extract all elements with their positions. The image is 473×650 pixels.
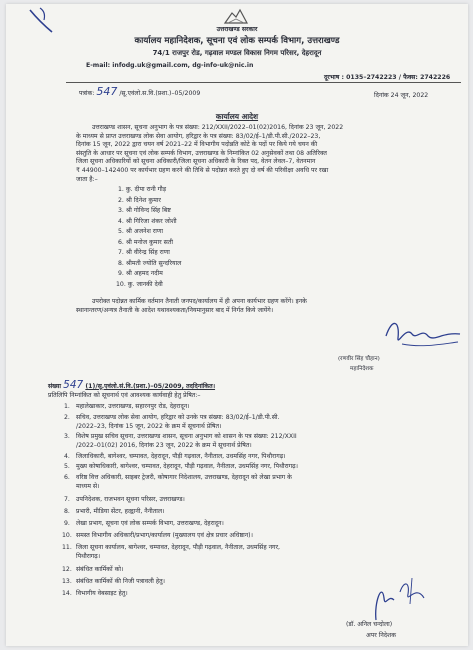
promoted-name-8: 8. श्रीमती ज्योति सुन्दरियाल — [118, 259, 182, 267]
dg-signatory-name: (रणवीर सिंह चौहान) — [338, 356, 380, 362]
copy-item-text: माध्यम से। — [76, 482, 100, 490]
copy-item-text: संबंधित कार्मिकों की निजी पत्रावली हेतु। — [76, 578, 166, 585]
order-para-line-2: के माध्यम से प्राप्त उत्तराखण्ड लोक सेवा आयोग, हरिद्वार के पत्र संख्या: 83/02/ई–1/डी.पी.सी./2022–23, — [76, 132, 321, 140]
copy-item-text: प्रभारी, मीडिया सेंटर, हल्द्वानी, नैनीताल। — [76, 508, 165, 515]
dg-signature-icon — [382, 314, 464, 358]
promoted-name-6: 6. श्री मनोज कुमार सती — [118, 238, 173, 246]
copy-item-num: 3. — [64, 433, 70, 440]
order-para-line-6: ₹ 44900–142400 पर कार्यभार ग्रहण करने की तिथि से पदोन्नत करते हुए दो वर्ष की परिवीक्षा अवधि पर रखा — [76, 167, 329, 174]
copy-item-text: वरिष्ठ वित्त अधिकारी, साइबर ट्रेजरी, कोषागार निदेशालय, उत्तराखण्ड, देहरादून को लेखा प्रभाग के — [76, 473, 292, 481]
order-para-line-4: संस्तुति के आधार पर सूचना एवं लोक सम्पर्क विभाग, उत्तराखण्ड के निम्नांकित 02 अनुसेवकों तथा 08 अतिरिक्त — [76, 149, 327, 157]
copy-item-num: 12. — [62, 566, 72, 573]
copy-item-text: विशेष प्रमुख सचिव सूचना, उत्तराखण्ड शासन, सूचना अनुभाग को शासन के पत्र संख्या: 212/XXII — [76, 433, 297, 440]
copy-item-text: मुख्य कोषाधिकारी, बागेश्वर, चम्पावत, देहरादून, पौड़ी गढ़वाल, नैनीताल, उधमसिंह नगर, पिथौरागढ़। — [76, 463, 298, 470]
promoted-name-5: 5. श्री अजनेश राणा — [118, 228, 163, 235]
header-divider — [66, 82, 461, 83]
sankhya-label: संख्या — [48, 383, 61, 390]
copy-item-text: उपनिदेशक, राजभवन सूचना परिसर, उत्तराखण्ड। — [76, 496, 185, 503]
document-page — [6, 4, 468, 646]
copy-item-text: /2022–23, दिनांक 15 जून, 2022 के क्रम में सूचनार्थ प्रेषित। — [76, 422, 222, 430]
sankhya-handwritten-number: 547 — [63, 379, 84, 391]
copy-item-text: महालेखाकार, उत्तराखण्ड, सहारनपुर रोड, देहरादून। — [76, 403, 190, 410]
patrank-rest: /सू.एवंलो.स.वि.(प्रशा.)–05/2009 — [119, 90, 201, 97]
reference-number — [79, 85, 201, 99]
copy-item-num: 1. — [64, 403, 70, 410]
promoted-name-1: 1. कु. दीपा रानी गौड़ — [118, 186, 167, 193]
copy-item-num: 6. — [64, 473, 70, 481]
copy-item-num: 11. — [62, 544, 72, 551]
copy-item-num: 2. — [64, 413, 70, 421]
patrank-handwritten-number: 547 — [96, 85, 118, 98]
copy-item-num: 10. — [62, 532, 72, 539]
promoted-name-3: 3. श्री गोविन्द सिंह बिष्ट — [118, 207, 171, 214]
copy-reference — [48, 381, 215, 392]
additional-director-title: अपर निदेशक — [366, 632, 397, 639]
copy-item-text: पिथौरागढ़। — [76, 553, 101, 560]
promoted-name-10: 10. कु. जानकी देवी — [116, 280, 163, 288]
copy-item-text: संबंधित कार्मिकों को। — [76, 566, 124, 573]
copy-item-text: विभागीय वेबसाइट हेतु। — [76, 590, 128, 597]
order-title: कार्यालय आदेश — [215, 112, 259, 121]
office-phone: दूरभाष : 0135–2742223 / फैक्स: 2742226 — [324, 74, 451, 81]
office-email: E-mail: infodg.uk@gmail.com, dg-info-uk@nic.in — [86, 62, 254, 69]
copy-item-num: 14. — [62, 590, 72, 597]
order-para-line-7: जाता है:– — [76, 175, 98, 183]
order-date: दिनांक 24 जून, 2022 — [374, 92, 429, 99]
copy-item-text: /2022–01(02) 2016, दिनांक 23 जून, 2022 के क्रम में सूचनार्थ प्रेषित। — [76, 442, 252, 449]
office-address: 74/1 राजपुर रोड, गढ़वाल मण्डल विकास निगम परिसर, देहरादून — [152, 49, 322, 57]
office-name: कार्यालय महानिदेशक, सूचना एवं लोक सम्पर्क विभाग, उत्तराखण्ड — [134, 36, 340, 46]
promoted-name-4: 4. श्री गिरिजा शंकर जोशी — [118, 217, 177, 225]
emblem-icon — [223, 7, 249, 25]
copy-item-text: सचिव, उत्तराखण्ड लोक सेवा आयोग, हरिद्वार को उनके पत्र संख्या: 83/02/ई–1/डी.पी.सी. — [76, 413, 280, 421]
order-closing-line-2: स्थानान्तरण/अन्यत्र तैनाती के आदेश यथावश्यकता/नियमानुसार बाद में निर्गत किये जायेंगे। — [76, 307, 274, 314]
promoted-name-9: 9. श्री अहमद नदीम — [118, 270, 163, 277]
copy-item-text: समस्त विभागीय अधिकारी/प्रभाग/कार्यालय (मुख्यालय एवं क्षेत्र प्रचार अधिष्ठान)। — [76, 532, 253, 539]
promoted-name-7: 7. श्री वीरेन्द्र सिंह राणा — [118, 249, 170, 256]
copy-item-text: जिला सूचना कार्यालय, बागेश्वर, चम्पावत, देहरादून, पौड़ी गढ़वाल, नैनीताल, उधमसिंह नगर, — [76, 544, 280, 551]
copy-item-text: लेखा प्रभाग, सूचना एवं लोक सम्पर्क विभाग, उत्तराखण्ड, देहरादून। — [76, 520, 224, 527]
copy-item-num: 7. — [64, 496, 70, 503]
copy-intro: प्रतिलिपि निम्नांकित को सूचनार्थ एवं आवश्यक कार्यवाही हेतु प्रेषित:– — [48, 392, 201, 399]
additional-director-name: (डॉ. अनिल चन्दोला) — [346, 621, 393, 628]
copy-item-text: जिलाधिकारी, बागेश्वर, चम्पावत, देहरादून, पौड़ी गढ़वाल, नैनीताल, उधमसिंह नगर, पिथौरागढ़। — [76, 452, 286, 460]
copy-item-num: 9. — [64, 520, 70, 527]
copy-item-num: 13. — [62, 578, 72, 585]
sankhya-rest: (1)/सू.एवंलो.सं.वि.(प्रशा.)–05/2009, तददिनांकित। — [85, 383, 216, 390]
copy-item-num: 4. — [64, 452, 70, 460]
additional-director-signature-icon — [354, 574, 446, 626]
copy-item-num: 5. — [64, 463, 70, 470]
patrank-label: पत्रांक: — [79, 90, 95, 97]
order-para-line-5: जिला सूचना अधिकारियों को सूचना अधिकारी/जिला सूचना अधिकारी के रिक्त पद, वेतन लेवल–7, वेतनमान — [76, 158, 316, 166]
govt-name: उत्तराखण्ड सरकार — [216, 26, 258, 33]
dg-signatory-title: महानिदेशक — [350, 366, 374, 372]
order-para-line-1: उत्तराखण्ड शासन, सूचना अनुभाग के पत्र संख्या: 212/XXII/2022–01(02)2016, दिनांक 23 जून, 2022 — [92, 124, 344, 131]
order-para-line-3: दिनांक 15 जून, 2022 द्वारा चयन वर्ष 2021–22 में विभागीय पदोन्नति कोटे के पदों पर किये गये चयन की — [76, 141, 318, 149]
copy-item-num: 8. — [64, 508, 70, 515]
order-closing-line-1: उपरोक्त पदोन्नत कार्मिक वर्तमान तैनाती जनपद/कार्यालय में ही अपना कार्यभार ग्रहण करेंगे। इनके — [92, 298, 307, 305]
promoted-name-2: 2. श्री दिनेश कुमार — [118, 196, 161, 204]
